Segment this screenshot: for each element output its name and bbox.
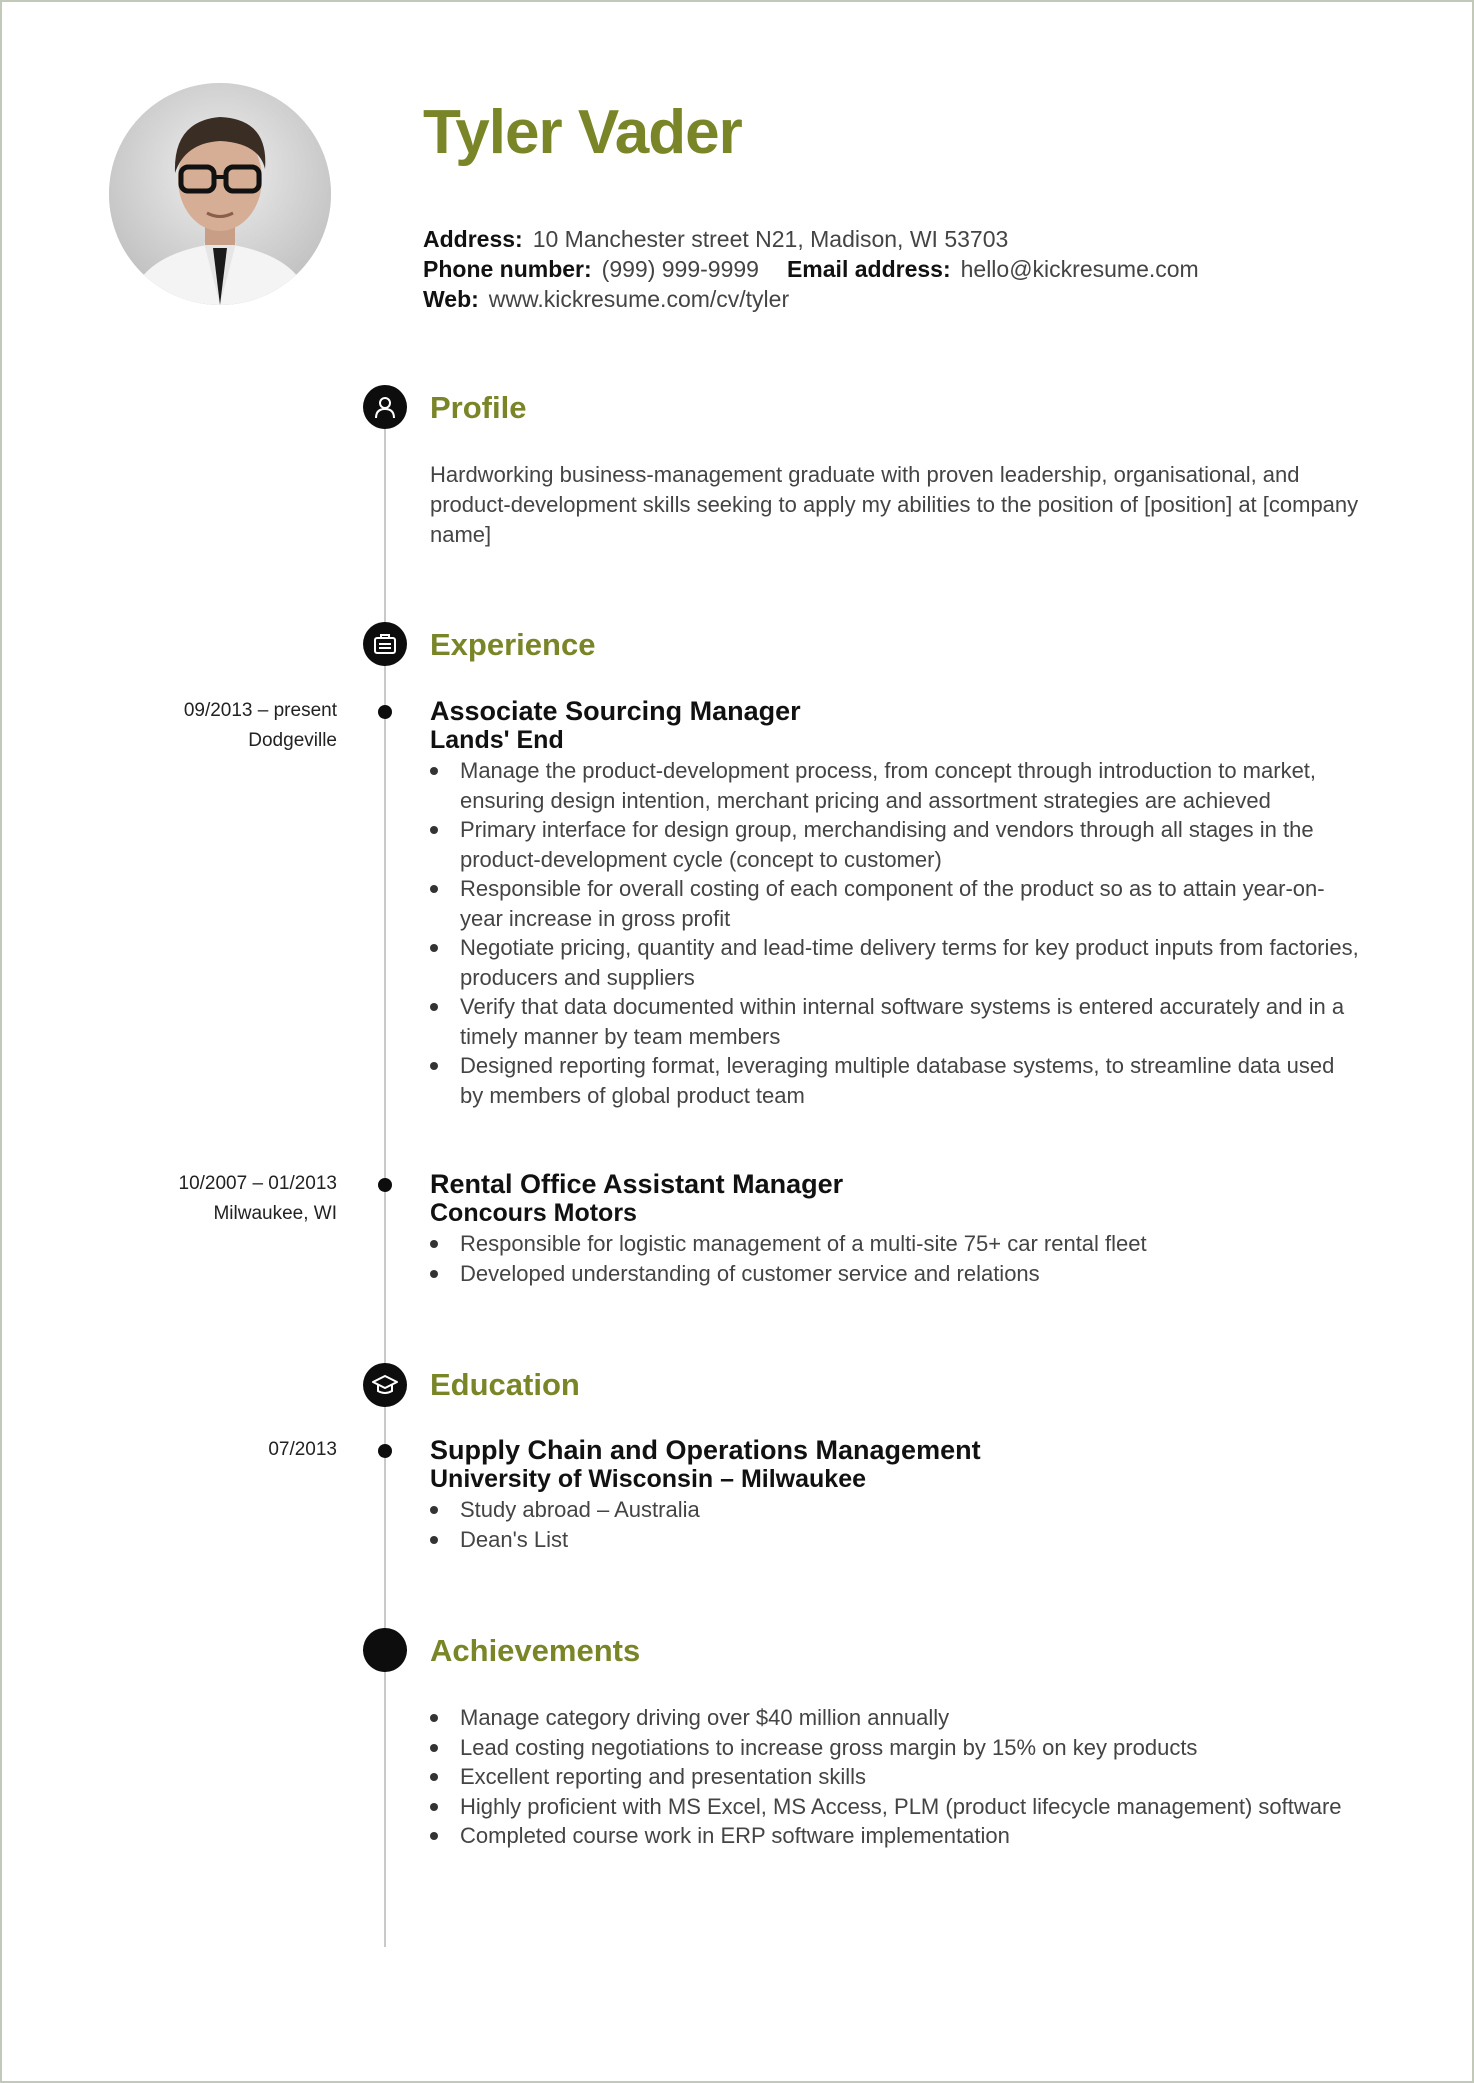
list-item: Completed course work in ERP software implementation — [430, 1821, 1360, 1851]
contact-info — [423, 224, 1199, 314]
job-company: Lands' End — [430, 726, 564, 754]
job-meta — [179, 1169, 338, 1229]
list-item: Lead costing negotiations to increase gross margin by 15% on key products — [430, 1733, 1360, 1763]
list-item: Excellent reporting and presentation skills — [430, 1762, 1360, 1792]
timeline-dot — [378, 705, 392, 719]
achievements-heading: Achievements — [430, 1633, 641, 1668]
experience-heading: Experience — [430, 627, 596, 662]
list-item: Primary interface for design group, merchandising and vendors through all stages in the product-development cycle (concept to customer) — [430, 815, 1360, 874]
web-value[interactable]: www.kickresume.com/cv/tyler — [488, 286, 790, 312]
job-bullets — [430, 756, 1360, 1110]
degree-title: Supply Chain and Operations Management — [430, 1435, 981, 1465]
job-title: Rental Office Assistant Manager — [430, 1169, 844, 1199]
job-meta — [184, 696, 337, 756]
person-icon — [363, 385, 407, 429]
profile-heading: Profile — [430, 390, 527, 425]
achievements-bullets — [430, 1703, 1360, 1851]
job-company: Concours Motors — [430, 1199, 637, 1227]
profile-summary: Hardworking business-management graduate with proven leadership, organisational, and product-development skills seeking to apply my abilities to the position of [position] at [company name] — [430, 462, 1359, 547]
list-item: Responsible for logistic management of a multi-site 75+ car rental fleet — [430, 1229, 1360, 1259]
job-entry — [430, 1169, 1360, 1288]
school-name: University of Wisconsin – Milwaukee — [430, 1465, 867, 1493]
list-item: Highly proficient with MS Excel, MS Access, PLM (product lifecycle management) software — [430, 1792, 1360, 1822]
education-dates: 07/2013 — [268, 1439, 337, 1460]
web-label: Web: — [423, 286, 479, 312]
briefcase-icon — [363, 622, 407, 666]
timeline-dot — [378, 1178, 392, 1192]
education-bullets — [430, 1495, 1360, 1554]
list-item: Manage the product-development process, from concept through introduction to market, ensuring design intention, merchant pricing and assortment strategies are achieved — [430, 756, 1360, 815]
phone-value: (999) 999-9999 — [601, 256, 759, 282]
candidate-name: Tyler Vader — [423, 98, 742, 167]
list-item: Negotiate pricing, quantity and lead-time delivery terms for key product inputs from factories, producers and suppliers — [430, 933, 1360, 992]
list-item: Responsible for overall costing of each component of the product so as to attain year-on-year increase in gross profit — [430, 874, 1360, 933]
address-value: 10 Manchester street N21, Madison, WI 53703 — [532, 226, 1009, 252]
phone-label: Phone number: — [423, 256, 592, 282]
achievements-entry — [430, 1701, 1360, 1851]
address-label: Address: — [423, 226, 523, 252]
graduation-cap-icon — [363, 1363, 407, 1407]
job-entry — [430, 696, 1360, 1110]
job-title: Associate Sourcing Manager — [430, 696, 801, 726]
achievements-icon — [363, 1628, 407, 1672]
profile-photo — [109, 83, 331, 305]
email-label: Email address: — [786, 256, 951, 282]
list-item: Study abroad – Australia — [430, 1495, 1360, 1525]
list-item: Designed reporting format, leveraging multiple database systems, to streamline data used by members of global product team — [430, 1051, 1360, 1110]
job-location: Dodgeville — [248, 730, 337, 751]
education-entry — [430, 1435, 1360, 1554]
job-dates: 10/2007 – 01/2013 — [178, 1173, 337, 1194]
list-item: Dean's List — [430, 1525, 1360, 1555]
list-item: Verify that data documented within internal software systems is entered accurately and in a timely manner by team members — [430, 992, 1360, 1051]
list-item: Manage category driving over $40 million annually — [430, 1703, 1360, 1733]
list-item: Developed understanding of customer service and relations — [430, 1259, 1360, 1289]
email-value[interactable]: hello@kickresume.com — [960, 256, 1199, 282]
education-meta — [268, 1435, 337, 1465]
job-bullets — [430, 1229, 1360, 1288]
job-location: Milwaukee, WI — [213, 1203, 337, 1224]
timeline-dot — [378, 1444, 392, 1458]
job-dates: 09/2013 – present — [183, 700, 337, 721]
education-heading: Education — [430, 1367, 580, 1402]
